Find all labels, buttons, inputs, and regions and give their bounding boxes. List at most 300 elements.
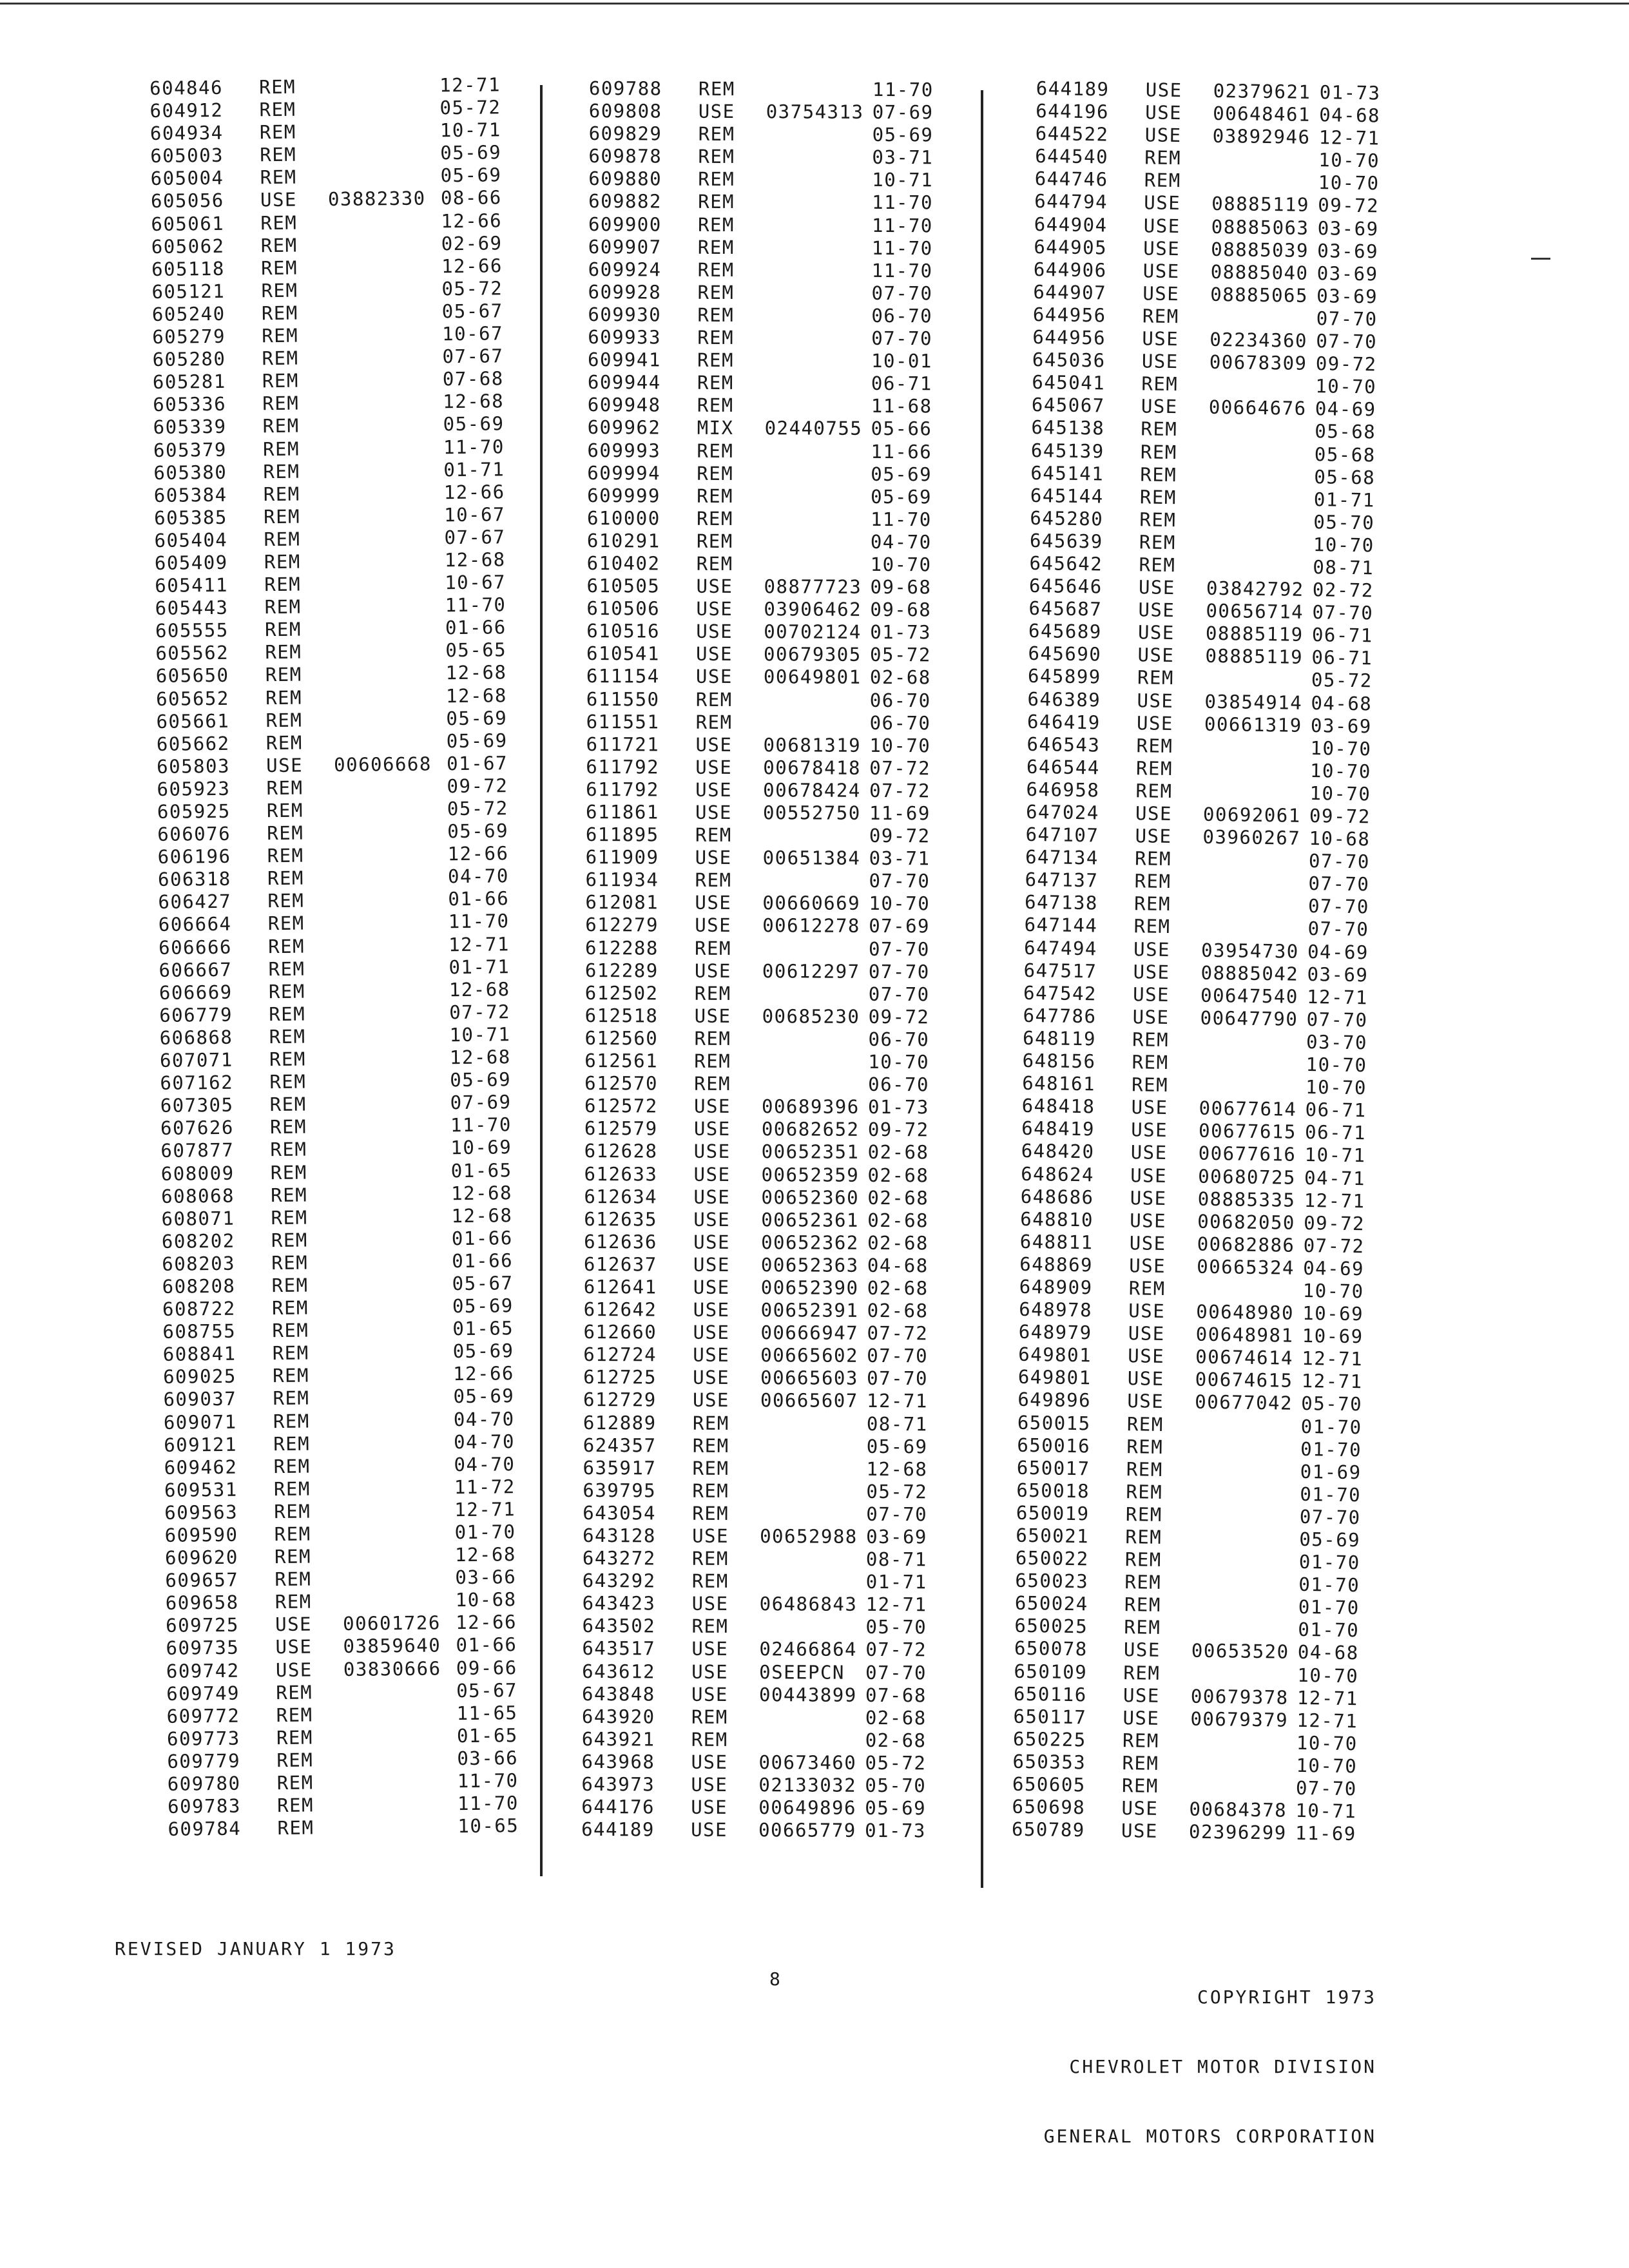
part-number: 607626 xyxy=(160,1117,235,1140)
effective-date: 09-72 xyxy=(1303,1211,1365,1235)
action-code: REM xyxy=(692,1457,729,1479)
part-number: 605062 xyxy=(151,235,225,258)
effective-date: 03-69 xyxy=(1310,714,1373,737)
part-number: 639795 xyxy=(583,1479,657,1502)
action-code: USE xyxy=(1129,1254,1166,1277)
part-number: 644189 xyxy=(581,1818,655,1841)
action-code: REM xyxy=(692,1434,729,1457)
part-number: 612628 xyxy=(584,1140,658,1162)
effective-date: 05-70 xyxy=(865,1616,927,1639)
effective-date: 07-69 xyxy=(450,1091,512,1114)
action-code: REM xyxy=(698,168,735,191)
action-code: USE xyxy=(694,1004,731,1027)
replacement-part-number: 00678424 xyxy=(763,779,861,802)
part-number: 605281 xyxy=(152,370,226,394)
action-code: REM xyxy=(691,1547,729,1570)
action-code: USE xyxy=(693,1321,730,1344)
replacement-part-number: 00702124 xyxy=(764,620,862,644)
effective-date: 10-69 xyxy=(1302,1302,1364,1325)
replacement-part-number: 00679379 xyxy=(1190,1707,1289,1731)
effective-date: 01-66 xyxy=(452,1249,514,1273)
part-number: 608841 xyxy=(162,1342,236,1366)
part-number: 648419 xyxy=(1021,1117,1095,1140)
effective-date: 11-70 xyxy=(870,508,932,531)
effective-date: 10-70 xyxy=(1296,1754,1358,1778)
replacement-part-number: 00647790 xyxy=(1200,1006,1298,1030)
effective-date: 06-71 xyxy=(871,372,932,395)
part-number: 609999 xyxy=(587,484,661,507)
action-code: REM xyxy=(691,1728,728,1751)
part-number: 643054 xyxy=(583,1501,657,1524)
action-code: REM xyxy=(272,1364,310,1387)
action-code: REM xyxy=(269,1115,307,1139)
part-number: 650023 xyxy=(1015,1569,1089,1593)
effective-date: 02-68 xyxy=(865,1706,927,1729)
action-code: USE xyxy=(1132,1006,1170,1028)
effective-date: 01-70 xyxy=(1300,1415,1362,1438)
action-code: USE xyxy=(1128,1300,1166,1323)
part-number: 644540 xyxy=(1035,145,1109,168)
part-number: 645036 xyxy=(1032,349,1106,372)
replacement-part-number: 00680725 xyxy=(1197,1165,1296,1189)
effective-date: 11-70 xyxy=(445,593,506,617)
action-code: REM xyxy=(1124,1548,1162,1571)
effective-date: 05-69 xyxy=(866,1435,928,1457)
part-number: 609878 xyxy=(588,145,662,168)
action-code: REM xyxy=(1141,372,1179,396)
part-number: 612642 xyxy=(583,1298,657,1321)
action-code: REM xyxy=(696,552,733,575)
action-code: REM xyxy=(692,1479,729,1502)
effective-date: 07-70 xyxy=(1306,1008,1368,1032)
action-code: REM xyxy=(273,1410,310,1432)
action-code: USE xyxy=(693,1186,731,1208)
effective-date: 11-70 xyxy=(457,1792,519,1815)
action-code: REM xyxy=(1123,1661,1161,1684)
action-code: REM xyxy=(270,1184,308,1206)
part-number: 610402 xyxy=(586,552,660,575)
replacement-part-number: 00665779 xyxy=(758,1819,856,1842)
effective-date: 12-71 xyxy=(866,1390,928,1412)
effective-date: 09-72 xyxy=(1309,805,1371,828)
action-code: REM xyxy=(259,98,296,121)
action-code: REM xyxy=(260,256,298,279)
action-code: REM xyxy=(1126,1457,1163,1481)
action-code: REM xyxy=(271,1274,309,1297)
action-code: REM xyxy=(276,1749,314,1772)
replacement-part-number: 00685230 xyxy=(762,1005,860,1028)
replacement-part-number: 03960267 xyxy=(1202,825,1301,849)
part-number: 611909 xyxy=(585,846,659,869)
replacement-part-number: 00678309 xyxy=(1209,351,1307,375)
part-number: 612634 xyxy=(584,1185,658,1208)
action-code: REM xyxy=(692,1412,729,1434)
effective-date: 10-65 xyxy=(458,1814,519,1838)
action-code: USE xyxy=(694,959,731,982)
replacement-part-number: 00679378 xyxy=(1190,1685,1289,1709)
part-number: 650078 xyxy=(1014,1637,1088,1660)
part-number: 650019 xyxy=(1016,1501,1090,1525)
replacement-part-number: 0SEEPCN xyxy=(759,1660,845,1684)
effective-date: 11-70 xyxy=(448,910,510,933)
action-code: REM xyxy=(272,1341,309,1365)
effective-date: 10-71 xyxy=(872,169,934,191)
effective-date: 10-70 xyxy=(1296,1731,1358,1755)
action-code: USE xyxy=(691,1638,729,1660)
part-number: 605650 xyxy=(155,664,229,687)
action-code: REM xyxy=(272,1319,309,1342)
effective-date: 04-69 xyxy=(1307,940,1369,963)
part-number: 644907 xyxy=(1033,280,1107,304)
replacement-part-number: 02440755 xyxy=(764,417,863,440)
effective-date: 12-68 xyxy=(445,661,507,684)
effective-date: 02-72 xyxy=(1312,579,1374,602)
action-code: USE xyxy=(1127,1367,1164,1390)
part-number: 609590 xyxy=(164,1523,238,1546)
action-code: REM xyxy=(1142,305,1179,328)
action-code: REM xyxy=(276,1794,314,1817)
action-code: REM xyxy=(276,1771,314,1794)
part-number: 643612 xyxy=(582,1660,656,1683)
effective-date: 07-72 xyxy=(865,1639,927,1661)
part-number: 609941 xyxy=(588,349,661,371)
effective-date: 01-66 xyxy=(456,1633,517,1657)
part-number: 650018 xyxy=(1016,1479,1090,1503)
part-number: 644522 xyxy=(1035,122,1109,146)
parts-column-1 xyxy=(149,73,519,1841)
part-number: 605923 xyxy=(157,777,231,800)
action-code: REM xyxy=(1126,1412,1164,1436)
effective-date: 10-68 xyxy=(455,1588,517,1611)
effective-date: 04-70 xyxy=(454,1430,516,1453)
effective-date: 10-70 xyxy=(869,892,930,915)
replacement-part-number: 00677042 xyxy=(1195,1391,1293,1415)
effective-date: 11-70 xyxy=(872,78,934,101)
replacement-part-number: 00682050 xyxy=(1197,1210,1296,1234)
action-code: USE xyxy=(1131,1096,1168,1119)
effective-date: 05-70 xyxy=(1313,510,1375,534)
margin-dash xyxy=(1531,258,1550,260)
replacement-part-number: 00673460 xyxy=(758,1751,857,1774)
effective-date: 01-70 xyxy=(1298,1551,1360,1574)
effective-date: 07-72 xyxy=(449,1001,511,1024)
effective-date: 05-69 xyxy=(453,1385,515,1408)
action-code: USE xyxy=(1142,282,1180,305)
action-code: USE xyxy=(696,575,733,598)
action-code: REM xyxy=(268,957,305,980)
action-code: USE xyxy=(1128,1345,1165,1368)
replacement-part-number: 00656714 xyxy=(1206,599,1304,624)
action-code: REM xyxy=(694,1072,731,1095)
replacement-part-number: 03892946 xyxy=(1212,125,1311,149)
page-number: 8 xyxy=(769,1968,782,1990)
part-number: 605652 xyxy=(155,687,230,710)
part-number: 648119 xyxy=(1022,1026,1097,1050)
effective-date: 10-70 xyxy=(868,1050,930,1073)
part-number: 647107 xyxy=(1025,823,1099,847)
part-number: 650021 xyxy=(1016,1524,1090,1548)
effective-date: 05-68 xyxy=(1314,443,1376,466)
replacement-part-number: 06486843 xyxy=(759,1593,858,1616)
effective-date: 12-71 xyxy=(1306,985,1369,1009)
effective-date: 01-71 xyxy=(865,1571,927,1593)
effective-date: 11-70 xyxy=(871,214,933,236)
part-number: 643920 xyxy=(581,1705,655,1728)
division-line: CHEVROLET MOTOR DIVISION xyxy=(1069,2056,1376,2077)
part-number: 605803 xyxy=(157,754,231,778)
part-number: 609749 xyxy=(166,1682,240,1705)
effective-date: 05-69 xyxy=(452,1294,514,1318)
effective-date: 01-66 xyxy=(451,1226,513,1249)
action-code: REM xyxy=(262,369,300,392)
replacement-part-number: 00601726 xyxy=(342,1611,441,1635)
part-number: 645646 xyxy=(1028,574,1103,598)
action-code: REM xyxy=(1139,553,1176,577)
action-code: REM xyxy=(1133,892,1171,916)
effective-date: 05-70 xyxy=(1301,1392,1363,1416)
replacement-part-number: 03859640 xyxy=(343,1634,441,1658)
replacement-part-number: 08885119 xyxy=(1205,622,1304,646)
effective-date: 05-67 xyxy=(456,1678,518,1702)
effective-date: 12-68 xyxy=(451,1204,513,1227)
effective-date: 05-72 xyxy=(866,1480,928,1503)
action-code: REM xyxy=(698,146,735,168)
part-number: 605118 xyxy=(151,257,226,280)
action-code: USE xyxy=(693,1118,731,1140)
action-code: REM xyxy=(697,439,734,462)
effective-date: 11-70 xyxy=(871,236,933,259)
replacement-part-number: 02466864 xyxy=(759,1638,858,1661)
part-number: 649896 xyxy=(1017,1389,1092,1412)
replacement-part-number: 03830666 xyxy=(343,1657,441,1680)
effective-date: 09-68 xyxy=(870,599,932,621)
part-number: 609933 xyxy=(588,326,662,349)
part-number: 611895 xyxy=(585,823,659,846)
action-code: REM xyxy=(265,686,303,709)
effective-date: 09-72 xyxy=(447,774,508,798)
effective-date: 11-70 xyxy=(450,1113,512,1137)
effective-date: 07-67 xyxy=(444,526,506,549)
action-code: USE xyxy=(691,1751,728,1773)
action-code: USE xyxy=(1123,1639,1161,1662)
effective-date: 07-70 xyxy=(869,937,930,960)
action-code: USE xyxy=(1143,237,1181,260)
action-code: USE xyxy=(695,801,732,823)
effective-date: 12-66 xyxy=(441,255,503,278)
part-number: 643973 xyxy=(581,1773,655,1796)
replacement-part-number: 00661319 xyxy=(1204,713,1302,736)
effective-date: 10-70 xyxy=(1297,1664,1359,1687)
effective-date: 05-68 xyxy=(1314,465,1376,488)
part-number: 607877 xyxy=(160,1139,235,1162)
part-number: 605336 xyxy=(153,393,227,416)
action-code: REM xyxy=(260,234,298,256)
action-code: REM xyxy=(1135,757,1173,780)
action-code: REM xyxy=(1140,463,1177,486)
effective-date: 10-70 xyxy=(869,734,931,757)
effective-date: 12-71 xyxy=(454,1498,516,1521)
effective-date: 02-68 xyxy=(865,1729,927,1752)
part-number: 609071 xyxy=(163,1410,237,1434)
part-number: 609563 xyxy=(164,1501,238,1524)
action-code: REM xyxy=(267,935,305,957)
part-number: 645139 xyxy=(1030,439,1104,463)
effective-date: 11-69 xyxy=(869,802,930,825)
effective-date: 01-70 xyxy=(1298,1573,1360,1597)
effective-date: 10-67 xyxy=(442,322,504,345)
action-code: USE xyxy=(1137,621,1175,644)
action-code: USE xyxy=(275,1613,313,1636)
part-number: 609742 xyxy=(166,1659,240,1682)
action-code: REM xyxy=(267,912,305,935)
action-code: REM xyxy=(263,483,300,505)
replacement-part-number: 00677614 xyxy=(1199,1097,1297,1121)
effective-date: 07-70 xyxy=(871,327,933,350)
part-number: 643848 xyxy=(581,1682,655,1706)
effective-date: 03-70 xyxy=(1306,1030,1368,1054)
part-number: 605279 xyxy=(152,325,226,349)
action-code: REM xyxy=(1125,1526,1162,1548)
replacement-part-number: 00652351 xyxy=(761,1140,860,1164)
action-code: REM xyxy=(696,507,733,530)
part-number: 609780 xyxy=(167,1772,241,1795)
action-code: USE xyxy=(691,1796,728,1819)
action-code: USE xyxy=(1144,191,1181,215)
effective-date: 06-71 xyxy=(1305,1099,1367,1122)
part-number: 644794 xyxy=(1034,190,1108,214)
part-number: 608071 xyxy=(161,1207,235,1230)
part-number: 648156 xyxy=(1022,1049,1096,1073)
part-number: 605409 xyxy=(154,551,228,574)
action-code: USE xyxy=(693,1367,730,1389)
action-code: REM xyxy=(275,1568,312,1591)
replacement-part-number: 03954730 xyxy=(1200,939,1300,963)
replacement-part-number: 00665607 xyxy=(760,1389,858,1412)
effective-date: 01-71 xyxy=(448,955,510,978)
action-code: REM xyxy=(271,1251,309,1274)
effective-date: 02-68 xyxy=(867,1141,929,1164)
part-number: 650015 xyxy=(1017,1411,1091,1434)
part-number: 605121 xyxy=(151,280,226,303)
part-number: 612570 xyxy=(584,1072,659,1095)
effective-date: 12-66 xyxy=(452,1362,515,1385)
action-code: USE xyxy=(1121,1820,1159,1843)
effective-date: 01-73 xyxy=(867,1096,929,1119)
effective-date: 01-73 xyxy=(1319,81,1381,104)
action-code: REM xyxy=(1139,531,1177,553)
action-code: REM xyxy=(1137,666,1175,689)
effective-date: 07-68 xyxy=(442,367,504,390)
replacement-part-number: 00652360 xyxy=(761,1186,860,1209)
part-number: 605240 xyxy=(151,302,226,325)
part-number: 650116 xyxy=(1013,1682,1087,1706)
action-code: REM xyxy=(264,550,301,573)
effective-date: 05-69 xyxy=(1299,1528,1361,1552)
action-code: USE xyxy=(693,1208,731,1231)
part-number: 645642 xyxy=(1029,552,1103,575)
part-number: 609779 xyxy=(167,1749,241,1773)
action-code: REM xyxy=(691,1706,728,1728)
action-code: USE xyxy=(691,1660,729,1683)
effective-date: 04-70 xyxy=(447,865,510,888)
effective-date: 11-72 xyxy=(454,1475,516,1498)
action-code: USE xyxy=(275,1635,313,1658)
part-number: 612518 xyxy=(584,1004,659,1027)
effective-date: 12-71 xyxy=(1304,1189,1365,1212)
replacement-part-number: 00647540 xyxy=(1200,984,1299,1008)
action-code: REM xyxy=(1131,1073,1169,1097)
part-number: 647494 xyxy=(1023,936,1098,960)
part-number: 611550 xyxy=(586,687,660,711)
action-code: REM xyxy=(277,1816,314,1840)
effective-date: 05-69 xyxy=(865,1797,927,1820)
part-number: 648909 xyxy=(1019,1275,1093,1299)
effective-date: 12-68 xyxy=(454,1543,517,1566)
action-code: USE xyxy=(1143,214,1181,237)
action-code: REM xyxy=(259,120,296,144)
replacement-part-number: 00674615 xyxy=(1195,1368,1293,1392)
part-number: 609531 xyxy=(164,1478,238,1501)
part-number: 612288 xyxy=(585,936,659,959)
replacement-part-number: 08885042 xyxy=(1200,961,1299,985)
effective-date: 07-70 xyxy=(1312,601,1374,624)
effective-date: 11-70 xyxy=(443,435,505,458)
action-code: REM xyxy=(264,595,302,619)
replacement-part-number: 00678418 xyxy=(763,756,862,779)
effective-date: 07-70 xyxy=(1308,872,1370,896)
action-code: REM xyxy=(273,1387,310,1410)
action-code: REM xyxy=(1135,780,1173,802)
effective-date: 02-68 xyxy=(867,1209,929,1232)
part-number: 646419 xyxy=(1027,710,1101,734)
action-code: USE xyxy=(698,100,735,123)
effective-date: 06-70 xyxy=(868,1028,930,1051)
part-number: 606667 xyxy=(159,958,233,981)
revised-date: REVISED JANUARY 1 1973 xyxy=(115,1938,396,1959)
effective-date: 04-70 xyxy=(453,1407,515,1430)
effective-date: 07-70 xyxy=(1307,918,1369,941)
part-number: 650025 xyxy=(1014,1615,1088,1638)
action-code: USE xyxy=(1127,1390,1164,1413)
action-code: USE xyxy=(1141,350,1179,373)
effective-date: 12-71 xyxy=(1296,1709,1358,1732)
part-number: 612633 xyxy=(584,1162,658,1185)
part-number: 648869 xyxy=(1019,1253,1094,1276)
action-code: USE xyxy=(695,756,733,778)
effective-date: 11-70 xyxy=(457,1769,519,1792)
effective-date: 01-65 xyxy=(456,1724,518,1747)
effective-date: 12-66 xyxy=(443,480,505,503)
action-code: REM xyxy=(1132,1028,1170,1051)
action-code: REM xyxy=(697,394,734,417)
part-number: 606669 xyxy=(159,981,233,1004)
action-code: USE xyxy=(695,914,732,937)
effective-date: 12-68 xyxy=(444,548,506,572)
action-code: REM xyxy=(273,1432,311,1455)
action-code: REM xyxy=(1125,1503,1162,1526)
action-code: USE xyxy=(1132,983,1170,1006)
action-code: REM xyxy=(274,1545,312,1568)
effective-date: 12-66 xyxy=(455,1611,517,1634)
action-code: REM xyxy=(1141,418,1178,441)
part-number: 649801 xyxy=(1017,1366,1092,1389)
part-number: 609993 xyxy=(587,439,661,461)
action-code: REM xyxy=(269,1070,307,1093)
effective-date: 10-71 xyxy=(1295,1800,1357,1823)
effective-date: 05-69 xyxy=(440,164,502,187)
effective-date: 07-72 xyxy=(869,756,931,780)
action-code: REM xyxy=(697,462,734,485)
